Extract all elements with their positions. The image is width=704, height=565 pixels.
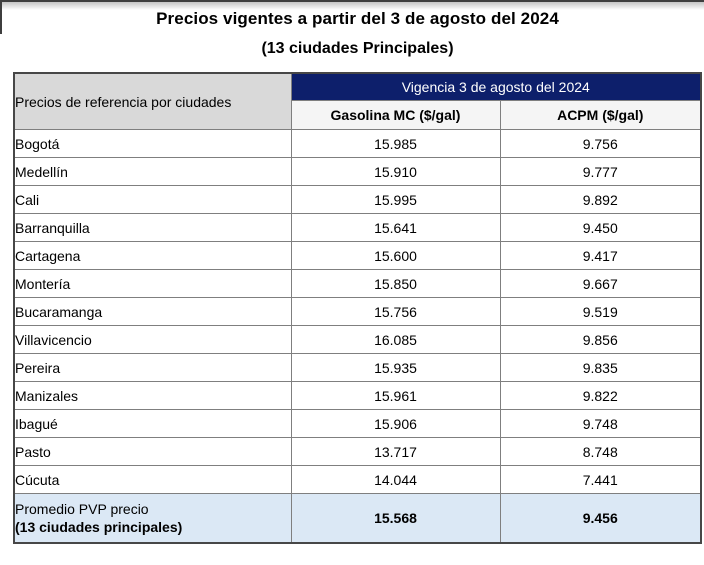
acpm-cell: 7.441 (500, 466, 701, 494)
gasolina-cell: 15.961 (291, 382, 500, 410)
city-cell: Barranquilla (14, 214, 291, 242)
column-header-gasolina: Gasolina MC ($/gal) (291, 101, 500, 130)
table-row (14, 130, 701, 158)
gasolina-cell: 13.717 (291, 438, 500, 466)
column-header-acpm: ACPM ($/gal) (500, 101, 701, 130)
acpm-cell: 9.519 (500, 298, 701, 326)
gasolina-cell: 16.085 (291, 326, 500, 354)
average-row (14, 494, 701, 544)
prices-table (13, 72, 702, 544)
table-row (14, 326, 701, 354)
city-cell: Villavicencio (14, 326, 291, 354)
table-row (14, 466, 701, 494)
acpm-cell: 9.856 (500, 326, 701, 354)
gasolina-cell: 14.044 (291, 466, 500, 494)
corner-header-cell: Precios de referencia por ciudades (14, 73, 291, 130)
city-cell: Cartagena (14, 242, 291, 270)
gasolina-cell: 15.600 (291, 242, 500, 270)
city-cell: Pereira (14, 354, 291, 382)
table-row (14, 158, 701, 186)
average-label-cell (14, 494, 291, 544)
acpm-cell: 8.748 (500, 438, 701, 466)
table-row (14, 214, 701, 242)
average-gasolina-cell: 15.568 (291, 494, 500, 544)
table-row (14, 354, 701, 382)
city-cell: Manizales (14, 382, 291, 410)
city-cell: Cúcuta (14, 466, 291, 494)
gasolina-cell: 15.910 (291, 158, 500, 186)
acpm-cell: 9.450 (500, 214, 701, 242)
gasolina-cell: 15.935 (291, 354, 500, 382)
table-body (14, 130, 701, 544)
gasolina-cell: 15.906 (291, 410, 500, 438)
gasolina-cell: 15.756 (291, 298, 500, 326)
acpm-cell: 9.667 (500, 270, 701, 298)
table-row (14, 438, 701, 466)
page-title: Precios vigentes a partir del 3 de agosto del 2024 (156, 9, 559, 28)
acpm-cell: 9.756 (500, 130, 701, 158)
page-left-edge (0, 0, 2, 34)
vigencia-header-cell: Vigencia 3 de agosto del 2024 (291, 73, 701, 101)
acpm-cell: 9.777 (500, 158, 701, 186)
group-header-row (14, 73, 701, 101)
city-cell: Cali (14, 186, 291, 214)
acpm-cell: 9.417 (500, 242, 701, 270)
city-cell: Bucaramanga (14, 298, 291, 326)
page-subtitle: (13 ciudades Principales) (261, 40, 454, 57)
city-cell: Pasto (14, 438, 291, 466)
acpm-cell: 9.892 (500, 186, 701, 214)
acpm-cell: 9.822 (500, 382, 701, 410)
city-cell: Medellín (14, 158, 291, 186)
table-row (14, 242, 701, 270)
average-label-line1: Promedio PVP precio (15, 500, 149, 517)
gasolina-cell: 15.995 (291, 186, 500, 214)
acpm-cell: 9.835 (500, 354, 701, 382)
gasolina-cell: 15.985 (291, 130, 500, 158)
acpm-cell: 9.748 (500, 410, 701, 438)
table-row (14, 270, 701, 298)
average-label-line2: (13 ciudades principales) (15, 519, 183, 535)
table-row (14, 298, 701, 326)
average-acpm-cell: 9.456 (500, 494, 701, 544)
table-row (14, 410, 701, 438)
city-cell: Ibagué (14, 410, 291, 438)
city-cell: Bogotá (14, 130, 291, 158)
table-row (14, 382, 701, 410)
gasolina-cell: 15.850 (291, 270, 500, 298)
table-row (14, 186, 701, 214)
gasolina-cell: 15.641 (291, 214, 500, 242)
city-cell: Montería (14, 270, 291, 298)
